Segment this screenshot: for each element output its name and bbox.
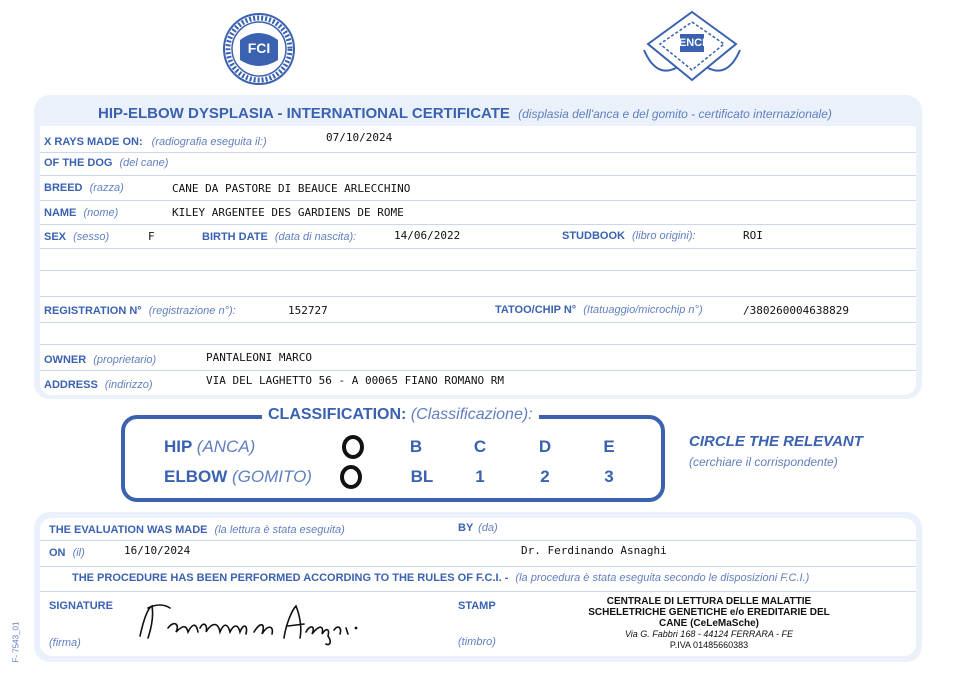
- row-divider: [40, 224, 916, 225]
- elbow-grade[interactable]: 3: [604, 467, 614, 486]
- birth-value: 14/06/2022: [394, 229, 461, 242]
- xrays-label: [44, 136, 267, 148]
- handwritten-signature: [134, 598, 374, 646]
- row-divider: [40, 322, 916, 323]
- row-divider: [40, 370, 916, 371]
- by-label-en: BY: [458, 522, 474, 534]
- hip-grade[interactable]: E: [603, 437, 615, 456]
- procedure-text-en: THE PROCEDURE HAS BEEN PERFORMED ACCORDING TO THE RULES OF F.C.I. -: [72, 572, 509, 584]
- evaluation-date: 16/10/2024: [124, 544, 191, 557]
- studbook-label-it: (libro origini):: [632, 230, 696, 242]
- chip-label: [495, 304, 703, 316]
- xrays-label-it: (radiografia eseguita il:): [151, 136, 267, 148]
- hip-label-en: HIP: [164, 437, 193, 456]
- studbook-value: ROI: [743, 229, 763, 242]
- hip-label-it: (ANCA): [196, 437, 256, 456]
- hip-grade-circled[interactable]: [342, 435, 364, 459]
- address-label-en: ADDRESS: [44, 379, 98, 391]
- row-divider: [40, 152, 916, 153]
- registration-label-en: REGISTRATION N°: [44, 305, 142, 317]
- fci-logo: [222, 12, 296, 86]
- sex-label-en: SEX: [44, 231, 67, 243]
- circle-note: CIRCLE THE RELEVANT: [689, 433, 863, 450]
- registration-label-it: (registrazione n°):: [148, 305, 236, 317]
- signature-label: SIGNATURE: [49, 600, 113, 612]
- elbow-grade[interactable]: 2: [540, 467, 550, 486]
- row-divider: [40, 344, 916, 345]
- row-divider: [40, 591, 916, 592]
- classification-title-it: (Classificazione):: [410, 406, 533, 423]
- stamp-line-3: CANE (CeLeMaSche): [658, 618, 760, 629]
- registration-label: [44, 305, 236, 317]
- evaluation-on-label: [49, 547, 85, 559]
- elbow-grade-circled[interactable]: [340, 465, 362, 489]
- evaluation-label-en: THE EVALUATION WAS MADE: [49, 524, 208, 536]
- elbow-label-en: ELBOW: [164, 467, 228, 486]
- chip-label-it: (Itatuaggio/microchip n°): [583, 304, 703, 316]
- evaluation-on-label-en: ON: [49, 547, 66, 559]
- row-divider: [40, 540, 916, 541]
- breed-value: CANE DA PASTORE DI BEAUCE ARLECCHINO: [172, 182, 411, 195]
- name-value: KILEY ARGENTEE DES GARDIENS DE ROME: [172, 206, 404, 219]
- classification-box: [121, 415, 665, 502]
- by-value: Dr. Ferdinando Asnaghi: [521, 544, 667, 557]
- sex-label: [44, 231, 109, 243]
- elbow-grade[interactable]: BL: [410, 467, 434, 486]
- sex-label-it: (sesso): [73, 231, 110, 243]
- elbow-grade[interactable]: 1: [475, 467, 485, 486]
- sex-value: F: [148, 230, 155, 243]
- name-label: [44, 207, 118, 219]
- row-divider: [40, 248, 916, 249]
- elbow-label-it: (GOMITO): [232, 467, 312, 486]
- stamp-label: STAMP: [458, 600, 496, 612]
- owner-label-en: OWNER: [44, 354, 87, 366]
- evaluation-label-it: (la lettura è stata eseguita): [214, 524, 345, 536]
- of-the-dog-label-it: (del cane): [119, 157, 169, 169]
- hip-grade[interactable]: D: [538, 437, 552, 456]
- by-label: [458, 522, 498, 534]
- row-divider: [40, 270, 916, 271]
- classification-title: [262, 406, 539, 424]
- hip-label: [164, 437, 255, 457]
- elbow-label: [164, 467, 312, 487]
- owner-label-it: (proprietario): [93, 354, 157, 366]
- name-label-en: NAME: [44, 207, 77, 219]
- stamp-label-it: (timbro): [458, 636, 496, 648]
- certificate-title: [98, 105, 832, 122]
- institution-stamp: [556, 596, 862, 651]
- birth-label-it: (data di nascita):: [274, 231, 357, 243]
- dog-info-inner: [40, 126, 916, 395]
- certificate-title-en: HIP-ELBOW DYSPLASIA - INTERNATIONAL CERTIFICATE: [98, 105, 510, 122]
- classification-title-en: CLASSIFICATION:: [268, 406, 407, 423]
- circle-note-it: (cerchiare il corrispondente): [689, 455, 838, 469]
- xrays-value: 07/10/2024: [326, 131, 393, 144]
- signature-label-it: (firma): [49, 637, 81, 649]
- stamp-line-4: Via G. Fabbri 168 - 44124 FERRARA - FE: [624, 629, 794, 639]
- row-divider: [40, 566, 916, 567]
- name-label-it: (nome): [83, 207, 119, 219]
- breed-label-en: BREED: [44, 182, 83, 194]
- address-label-it: (indirizzo): [104, 379, 153, 391]
- enci-logo-text: ENCI: [678, 37, 706, 49]
- chip-label-en: TATOO/CHIP N°: [495, 304, 577, 316]
- stamp-line-2: SCHELETRICHE GENETICHE e/o EREDITARIE DEL: [588, 607, 830, 618]
- studbook-label-en: STUDBOOK: [562, 230, 625, 242]
- row-divider: [40, 200, 916, 201]
- evaluation-label: [49, 524, 345, 536]
- evaluation-on-label-it: (il): [72, 547, 85, 559]
- birth-label: [202, 231, 356, 243]
- owner-value: PANTALEONI MARCO: [206, 351, 312, 364]
- of-the-dog-label: [44, 157, 168, 169]
- of-the-dog-label-en: OF THE DOG: [44, 157, 113, 169]
- breed-label: [44, 182, 124, 194]
- hip-grade[interactable]: C: [473, 437, 487, 456]
- certificate-title-it: (displasia dell'anca e del gomito - certificato internazionale): [518, 107, 832, 121]
- row-divider: [40, 296, 916, 297]
- procedure-text: [72, 572, 809, 584]
- form-code: F- 7543_01: [11, 621, 21, 663]
- breed-label-it: (razza): [89, 182, 124, 194]
- chip-value: /380260004638829: [743, 304, 849, 317]
- owner-label: [44, 354, 156, 366]
- address-label: [44, 379, 153, 391]
- by-label-it: (da): [478, 522, 498, 534]
- procedure-text-it: (la procedura è stata eseguita secondo le disposizioni F.C.I.): [515, 572, 810, 584]
- hip-grade[interactable]: B: [409, 437, 423, 456]
- xrays-label-en: X RAYS MADE ON:: [44, 136, 143, 148]
- registration-value: 152727: [288, 304, 328, 317]
- birth-label-en: BIRTH DATE: [202, 231, 268, 243]
- address-value: VIA DEL LAGHETTO 56 - A 00065 FIANO ROMANO RM: [206, 374, 505, 387]
- fci-logo-text: FCI: [247, 40, 271, 56]
- stamp-line-1: CENTRALE DI LETTURA DELLE MALATTIE: [606, 596, 812, 607]
- enci-logo: [636, 8, 748, 86]
- studbook-label: [562, 230, 696, 242]
- row-divider: [40, 175, 916, 176]
- stamp-line-5: P.IVA 01485660383: [669, 640, 749, 650]
